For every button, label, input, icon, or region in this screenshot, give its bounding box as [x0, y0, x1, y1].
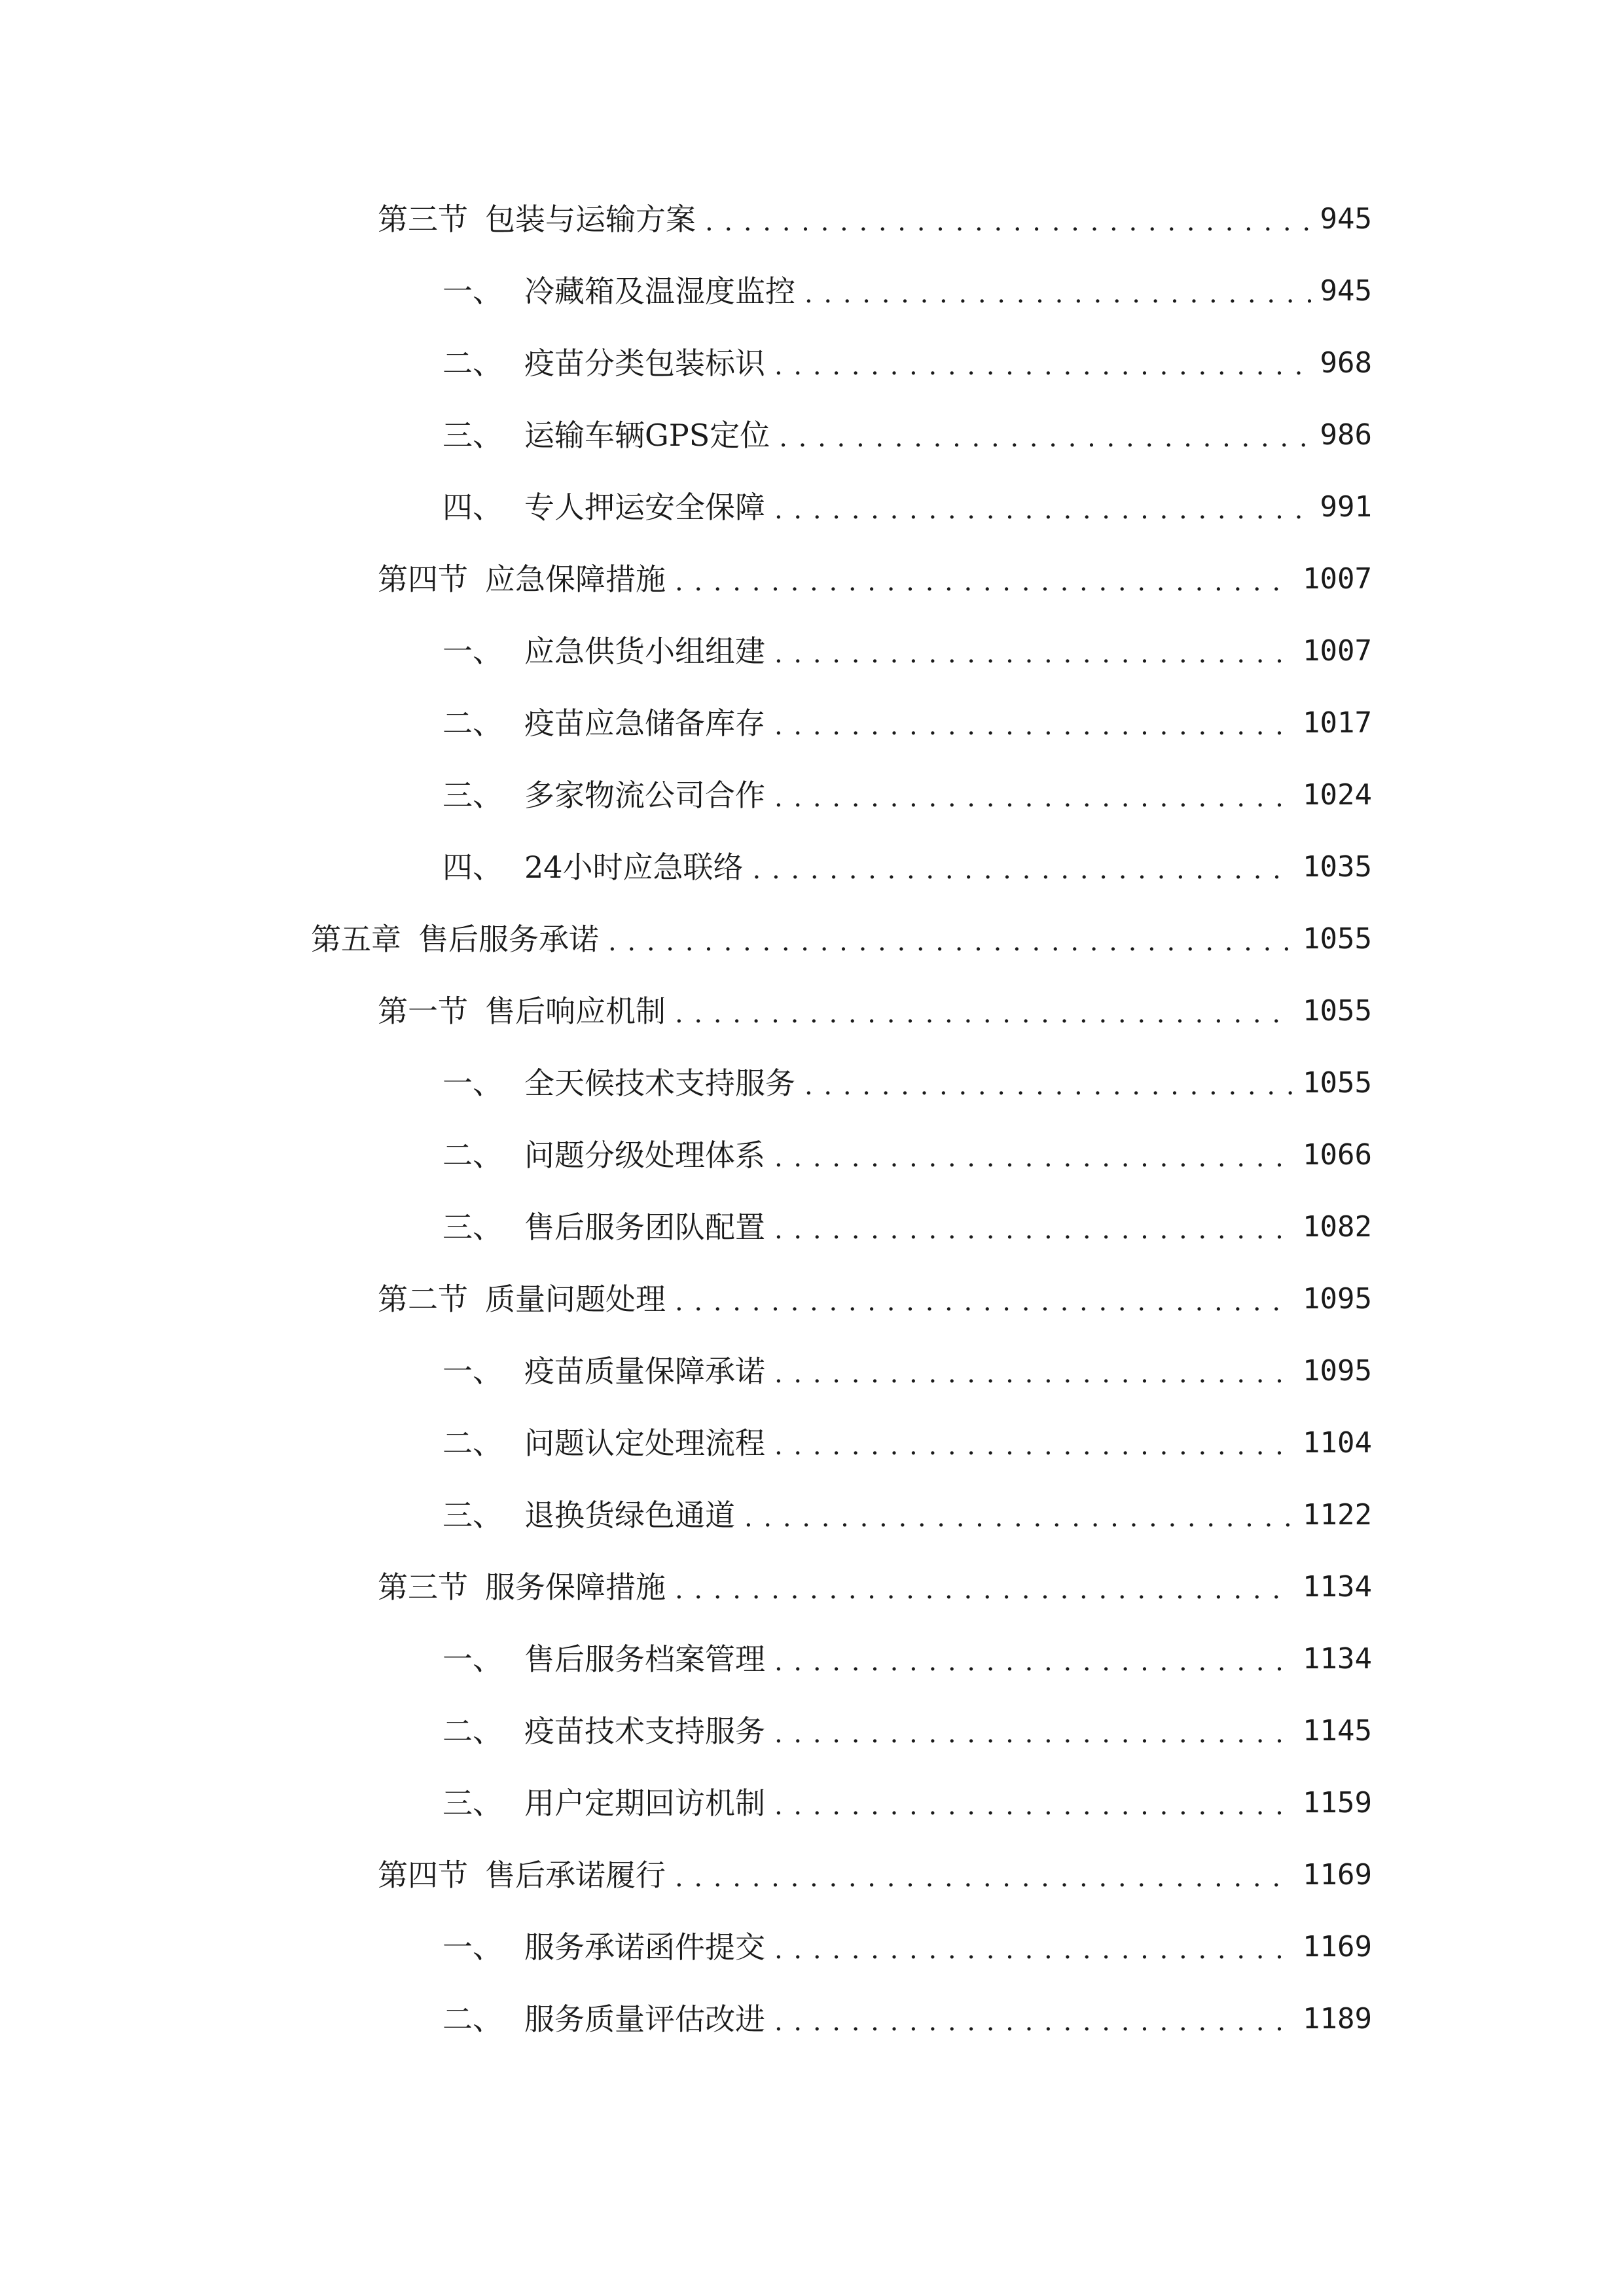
entry-page-number: 1159	[1303, 1786, 1372, 1820]
dot-leader	[753, 844, 1293, 896]
entry-number: 第三节	[378, 202, 468, 237]
toc-entry[interactable]	[442, 1777, 1372, 1829]
dot-leader	[774, 1132, 1293, 1184]
toc-entry[interactable]	[442, 1921, 1372, 1973]
entry-title: 全天候技术支持服务	[524, 1066, 795, 1101]
entry-page-number: 1055	[1303, 922, 1372, 956]
entry-page-number: 1134	[1303, 1642, 1372, 1676]
entry-title: 售后服务团队配置	[524, 1210, 765, 1245]
entry-title: 服务承诺函件提交	[524, 1929, 765, 1965]
toc-entry[interactable]	[378, 1273, 1372, 1325]
entry-number: 一、	[442, 274, 503, 309]
dot-leader	[804, 1060, 1293, 1112]
entry-title: 疫苗技术支持服务	[524, 1713, 765, 1749]
dot-leader	[774, 1348, 1293, 1400]
entry-page-number: 1104	[1303, 1426, 1372, 1460]
dot-leader	[675, 1852, 1293, 1904]
toc-entry[interactable]	[442, 1417, 1372, 1469]
dot-leader	[774, 1636, 1293, 1688]
toc-entry[interactable]	[442, 1201, 1372, 1253]
entry-title: 多家物流公司合作	[524, 778, 765, 813]
entry-page-number: 1122	[1303, 1498, 1372, 1532]
dot-leader	[774, 340, 1311, 392]
dot-leader	[774, 484, 1311, 536]
entry-title: 包装与运输方案	[485, 202, 696, 237]
entry-title: 问题认定处理流程	[524, 1426, 765, 1461]
entry-page-number: 945	[1320, 274, 1372, 308]
entry-number: 一、	[442, 1929, 503, 1965]
toc-entry[interactable]	[442, 409, 1372, 461]
entry-page-number: 1055	[1303, 994, 1372, 1028]
entry-number: 三、	[442, 1210, 503, 1245]
entry-number: 一、	[442, 1354, 503, 1389]
entry-number: 四、	[442, 490, 503, 525]
toc-entry[interactable]	[442, 1705, 1372, 1757]
entry-title: 售后承诺履行	[485, 1857, 666, 1893]
entry-number: 第五章	[311, 922, 401, 957]
entry-number: 一、	[442, 634, 503, 669]
dot-leader	[774, 1924, 1293, 1976]
entry-number: 二、	[442, 1713, 503, 1749]
entry-title: 运输车辆GPS定位	[524, 418, 770, 453]
dot-leader	[705, 196, 1311, 248]
toc-entry[interactable]	[378, 193, 1372, 245]
entry-title: 售后服务档案管理	[524, 1641, 765, 1677]
entry-number: 四、	[442, 850, 503, 885]
entry-page-number: 1169	[1303, 1858, 1372, 1892]
entry-page-number: 1035	[1303, 850, 1372, 884]
entry-number: 第四节	[378, 1857, 468, 1893]
entry-title: 24小时应急联络	[524, 850, 744, 885]
toc-entry[interactable]	[442, 1633, 1372, 1685]
entry-number: 三、	[442, 418, 503, 453]
toc-entry[interactable]	[378, 985, 1372, 1037]
entry-title: 问题分级处理体系	[524, 1138, 765, 1173]
entry-page-number: 1007	[1303, 562, 1372, 596]
entry-page-number: 1024	[1303, 778, 1372, 812]
toc-entry[interactable]	[442, 481, 1372, 533]
entry-title: 疫苗质量保障承诺	[524, 1354, 765, 1389]
toc-entry[interactable]	[442, 337, 1372, 389]
entry-page-number: 1145	[1303, 1714, 1372, 1748]
entry-title: 疫苗应急储备库存	[524, 706, 765, 741]
entry-title: 冷藏箱及温湿度监控	[524, 274, 795, 309]
entry-title: 应急保障措施	[485, 562, 666, 597]
dot-leader	[774, 1420, 1293, 1472]
entry-number: 第一节	[378, 994, 468, 1029]
entry-number: 一、	[442, 1641, 503, 1677]
entry-page-number: 1189	[1303, 2002, 1372, 2036]
dot-leader	[608, 916, 1293, 968]
toc-entry[interactable]	[442, 1345, 1372, 1397]
entry-number: 三、	[442, 1498, 503, 1533]
dot-leader	[774, 772, 1293, 824]
entry-page-number: 1082	[1303, 1210, 1372, 1244]
dot-leader	[774, 1780, 1293, 1832]
toc-entry[interactable]	[442, 769, 1372, 821]
entry-page-number: 1007	[1303, 634, 1372, 668]
entry-page-number: 1017	[1303, 706, 1372, 740]
entry-title: 服务保障措施	[485, 1570, 666, 1605]
entry-page-number: 968	[1320, 346, 1372, 380]
entry-page-number: 1169	[1303, 1930, 1372, 1964]
entry-number: 第二节	[378, 1282, 468, 1317]
dot-leader	[675, 556, 1293, 608]
toc-entry[interactable]	[442, 1057, 1372, 1109]
dot-leader	[774, 1204, 1293, 1256]
dot-leader	[774, 1708, 1293, 1760]
entry-number: 三、	[442, 778, 503, 813]
toc-entry[interactable]	[442, 1129, 1372, 1181]
entry-number: 二、	[442, 706, 503, 741]
entry-number: 二、	[442, 346, 503, 381]
entry-page-number: 1055	[1303, 1066, 1372, 1100]
entry-number: 二、	[442, 2001, 503, 2037]
dot-leader	[675, 1564, 1293, 1616]
entry-page-number: 945	[1320, 202, 1372, 236]
entry-number: 第三节	[378, 1570, 468, 1605]
entry-title: 服务质量评估改进	[524, 2001, 765, 2037]
toc-entry[interactable]	[378, 1849, 1372, 1901]
dot-leader	[675, 988, 1293, 1040]
entry-title: 用户定期回访机制	[524, 1785, 765, 1821]
toc-entry[interactable]	[378, 1561, 1372, 1613]
entry-title: 售后响应机制	[485, 994, 666, 1029]
entry-page-number: 1066	[1303, 1138, 1372, 1172]
toc-entry[interactable]	[442, 1993, 1372, 2045]
entry-page-number: 1095	[1303, 1282, 1372, 1316]
entry-number: 二、	[442, 1426, 503, 1461]
entry-page-number: 986	[1320, 418, 1372, 452]
entry-page-number: 991	[1320, 490, 1372, 524]
entry-page-number: 1095	[1303, 1354, 1372, 1388]
dot-leader	[744, 1492, 1293, 1544]
toc-entry[interactable]	[442, 265, 1372, 317]
dot-leader	[779, 412, 1310, 464]
entry-title: 疫苗分类包装标识	[524, 346, 765, 381]
toc-entry[interactable]	[442, 697, 1372, 749]
entry-title: 质量问题处理	[485, 1282, 666, 1317]
entry-number: 二、	[442, 1138, 503, 1173]
dot-leader	[774, 700, 1293, 752]
toc-entry[interactable]	[378, 553, 1372, 605]
entry-number: 三、	[442, 1785, 503, 1821]
dot-leader	[774, 628, 1293, 680]
entry-title: 应急供货小组组建	[524, 634, 765, 669]
toc-entry[interactable]	[442, 1489, 1372, 1541]
entry-title: 专人押运安全保障	[524, 490, 765, 525]
dot-leader	[804, 268, 1311, 320]
toc-entry[interactable]	[442, 625, 1372, 677]
entry-title: 退换货绿色通道	[524, 1498, 735, 1533]
dot-leader	[774, 1996, 1293, 2048]
dot-leader	[675, 1276, 1293, 1328]
entry-number: 第四节	[378, 562, 468, 597]
entry-page-number: 1134	[1303, 1570, 1372, 1604]
entry-title: 售后服务承诺	[418, 922, 599, 957]
entry-number: 一、	[442, 1066, 503, 1101]
toc-entry[interactable]	[311, 913, 1372, 965]
toc-entry[interactable]	[442, 841, 1372, 893]
